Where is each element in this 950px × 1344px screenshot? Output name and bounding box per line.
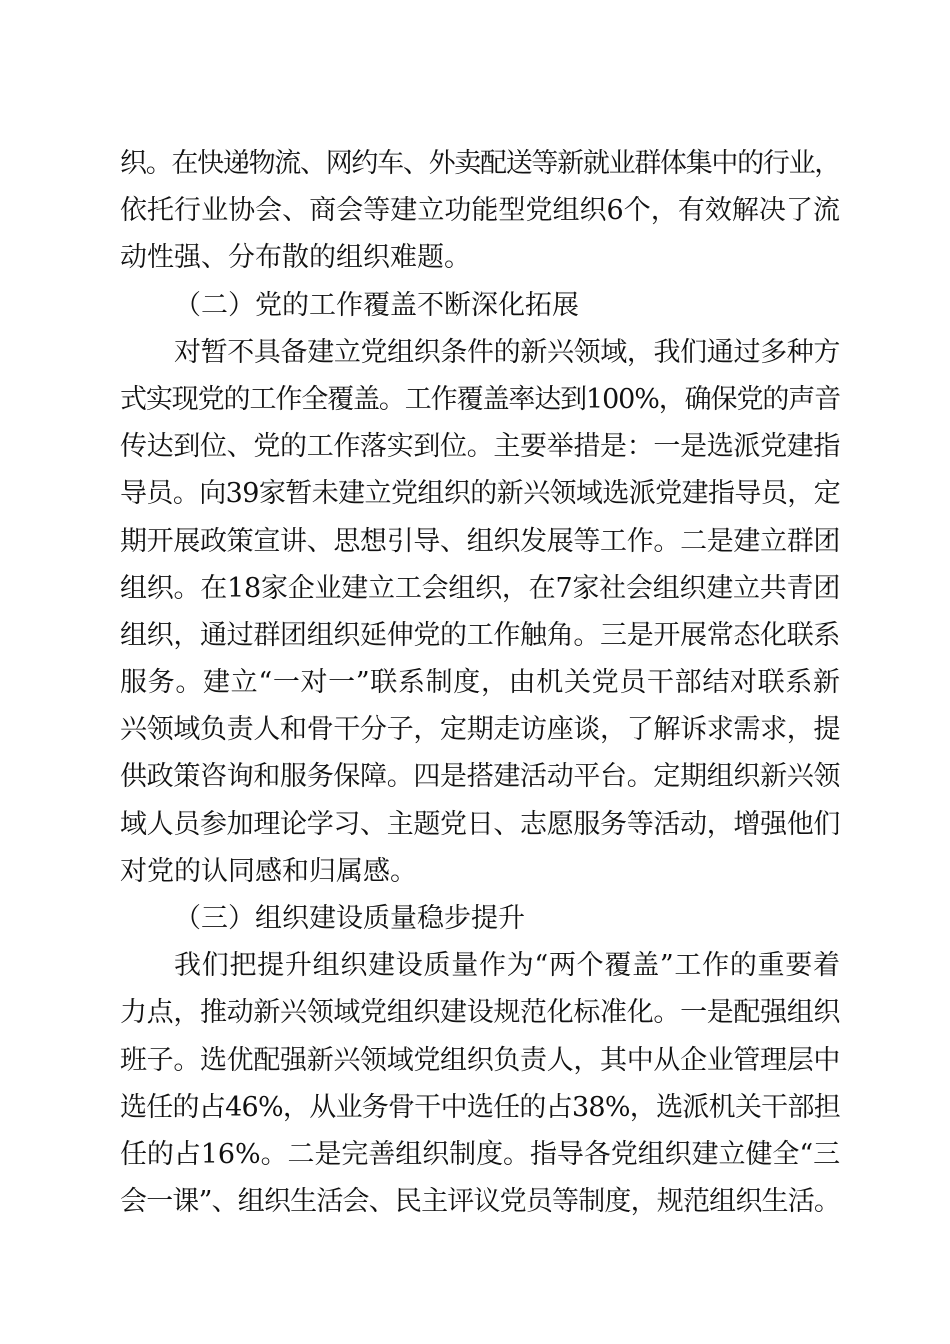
text-line: 对党的认同感和归属感。 — [120, 855, 417, 887]
text-line: 会一课”、组织生活会、民主评议党员等制度，规范组织生活。 — [120, 1186, 840, 1218]
text-line: 导员。向39家暂未建立党组织的新兴领域选派党建指导员，定 — [120, 478, 840, 510]
text-line: 力点，推动新兴领域党组织建设规范化标准化。一是配强组织 — [120, 997, 840, 1029]
text-line: 组织。在18家企业建立工会组织，在7家社会组织建立共青团 — [120, 572, 840, 604]
text-line: 我们把提升组织建设质量作为“两个覆盖”工作的重要着 — [174, 950, 840, 982]
text-line: 期开展政策宣讲、思想引导、组织发展等工作。二是建立群团 — [120, 525, 840, 557]
text-line: 依托行业协会、商会等建立功能型党组织6个，有效解决了流 — [120, 195, 840, 227]
text-line: 对暂不具备建立党组织条件的新兴领域，我们通过多种方 — [174, 336, 840, 368]
text-line: 任的占16%。二是完善组织制度。指导各党组织建立健全“三 — [120, 1138, 840, 1170]
text-line: 服务。建立“一对一”联系制度，由机关党员干部结对联系新 — [120, 667, 840, 699]
text-line: 班子。选优配强新兴领域党组织负责人，其中从企业管理层中 — [120, 1044, 840, 1076]
text-line: 传达到位、党的工作落实到位。主要举措是：一是选派党建指 — [120, 431, 840, 463]
text-line: 组织，通过群团组织延伸党的工作触角。三是开展常态化联系 — [120, 619, 840, 651]
text-line: 式实现党的工作全覆盖。工作覆盖率达到100%，确保党的声音 — [120, 383, 840, 415]
text-line: 域人员参加理论学习、主题党日、志愿服务等活动，增强他们 — [120, 808, 840, 840]
text-line: 兴领域负责人和骨干分子，定期走访座谈，了解诉求需求，提 — [120, 714, 840, 746]
text-line: 动性强、分布散的组织难题。 — [120, 242, 471, 274]
text-line: 织。在快递物流、网约车、外卖配送等新就业群体集中的行业， — [120, 148, 840, 179]
section-heading: （二）党的工作覆盖不断深化拓展 — [174, 289, 579, 321]
document-body — [120, 140, 840, 1225]
section-heading: （三）组织建设质量稳步提升 — [174, 903, 525, 934]
text-line: 供政策咨询和服务保障。四是搭建活动平台。定期组织新兴领 — [120, 761, 840, 793]
text-line: 选任的占46%，从业务骨干中选任的占38%，选派机关干部担 — [120, 1091, 840, 1123]
